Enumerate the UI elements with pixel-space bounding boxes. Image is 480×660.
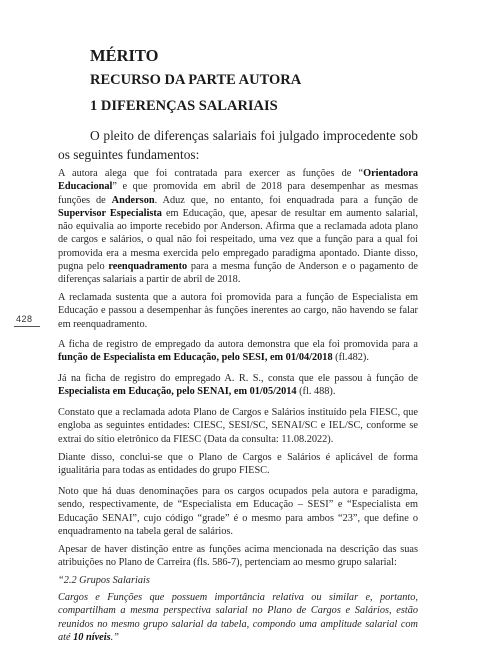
quote-paragraph [58,591,418,644]
text-run: Já na ficha de registro do empregado A. R. S., consta que ele passou à função de [58,373,418,384]
text-run: (fl.482). [332,352,369,364]
topic-heading: 1 DIFERENÇAS SALARIAIS [90,98,278,114]
text-run: (fl. 488). [296,386,336,398]
text-run: ” e que promovida em abril de 2018 para desempenhar as mesmas funções de [58,181,418,206]
paragraph-denominations: Noto que há duas denominações para os cargos ocupados pela autora e paradigma, sendo, respectivamente, de “Especialista em Educação – SESI” e “Especialista em Educação SENAI”, cujo código “grade” é o mesmo para ambos “23”, que define o enquadramento na tabela geral de salários. [58,486,418,537]
intro-paragraph: O pleito de diferenças salariais foi julgado improcedente sob os seguintes fundamentos: [58,128,418,162]
bold-run: Orientadora Educacional [58,168,418,193]
bold-run: Especialista em Educação, pelo SENAI, em 01/05/2014 [58,386,297,398]
bold-run: função de Especialista em Educação, pelo SESI, em 01/04/2018 [58,352,333,364]
text-run: para a mesma função de Anderson e o pagamento de diferenças salariais a partir de abril de 2018. [58,261,418,286]
appeal-heading: RECURSO DA PARTE AUTORA [90,72,302,88]
paragraph-author-record [58,338,418,365]
text-run: A ficha de registro de empregado da autora demonstra que ela foi promovida para a [58,339,418,350]
text-run: em Educação, que, apesar de resultar em aumento salarial, não equivalia ao importe recebido por Anderson. Afirma que a reclamada adota plano de cargos e salários, o qual não foi respeitado, uma vez que a função para a qual foi promovida era a mesma exercida pelo empregado paradigma apontado. Diante disso, pugna pelo [58,207,418,273]
paragraph-allegation [58,167,418,287]
paragraph-paradigm-record [58,372,418,399]
bold-run: reenquadramento [108,261,188,273]
text-run: .” [110,631,119,643]
text-run: A autora alega que foi contratada para exercer as funções de “ [58,168,364,179]
paragraph-conclusion: Diante disso, conclui-se que o Plano de Cargos e Salários é aplicável de forma igualitária para todas as entidades do grupo FIESC. [58,452,418,477]
text-run: Cargos e Funções que possuem importância relativa ou similar e, portanto, compartilham a mesma perspectiva salarial no Plano de Cargos e Salários, estão reunidos no mesmo grupo salarial da tabela, compondo uma amplitude salarial com até [58,592,418,643]
text-run: . Aduz que, no entanto, foi enquadrada para a função de [154,194,418,206]
bold-run: Anderson [111,194,155,206]
section-heading: MÉRITO [90,46,159,65]
paragraph-distinction: Apesar de haver distinção entre as funções acima mencionada na descrição das suas atribuições no Plano de Carreira (fls. 586-7), pertenciam ao mesmo grupo salarial: [58,544,418,569]
bold-run: 10 níveis [73,631,111,643]
paragraph-fiesc-plan: Constato que a reclamada adota Plano de Cargos e Salários instituído pela FIESC, que engloba as seguintes entidades: CIESC, SESI/SC, SENAI/SC e IEL/SC, conforme se extrai do sítio eletrônico da FIESC (Data da consulta: 11.08.2022). [58,407,418,445]
quote-heading: “2.2 Grupos Salariais [58,575,150,586]
paragraph-defense: A reclamada sustenta que a autora foi promovida para a função de Especialista em Educação e passou a desempenhar às funções inerentes ao cargo, não havendo se falar em reenquadramento. [58,292,418,330]
page-number-rule [14,326,40,327]
bold-run: Supervisor Especialista [58,207,162,219]
page-number: 428 [16,314,33,324]
